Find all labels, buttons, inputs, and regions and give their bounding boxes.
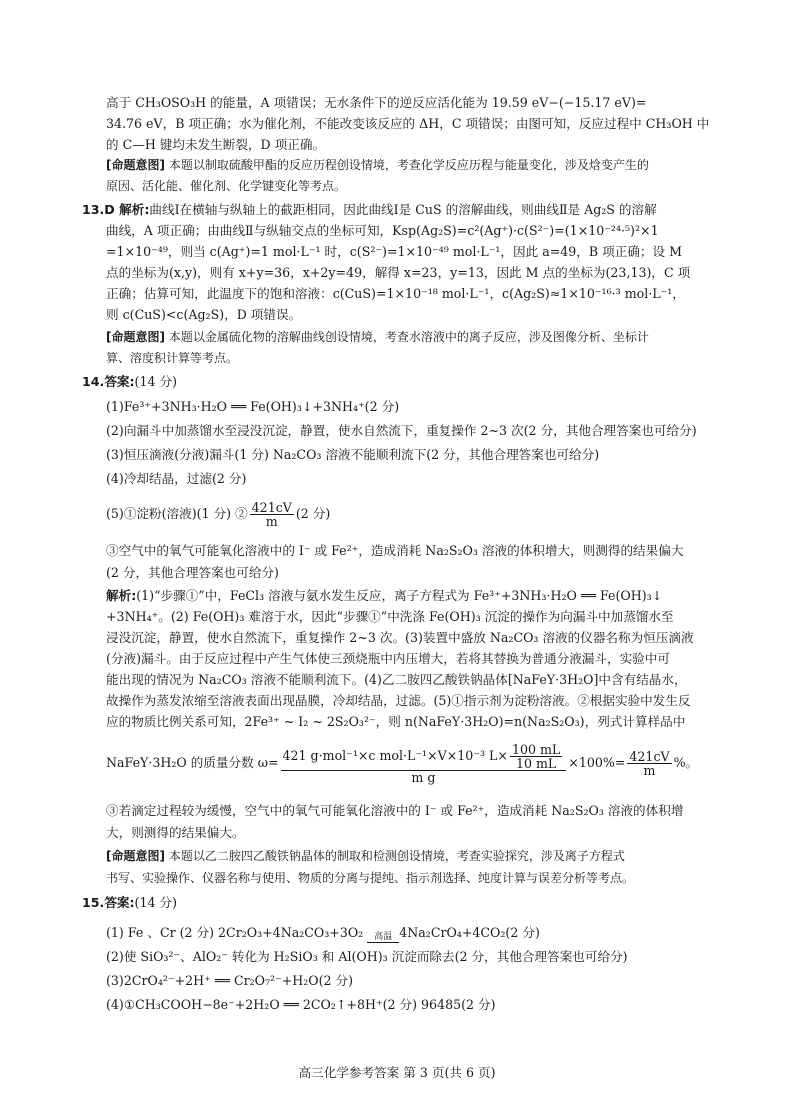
text-line: (1)Fe³⁺+3NH₃·H₂O ══ Fe(OH)₃↓+3NH₄⁺(2 分) <box>106 399 400 414</box>
reaction-condition: 高温 <box>367 932 399 943</box>
analysis-paragraph: 解析:(1)“步骤①”中，FeCl₃ 溶液与氨水发生反应，离子方程式为 Fe³⁺+3NH₃·H₂O ══ Fe(OH)₃↓ <box>106 588 663 603</box>
question-number: 14. <box>82 374 105 389</box>
text-line: (分液)漏斗。由于反应过程中产生气体使三颈烧瓶中内压增大，若将其替换为普通分液漏斗，实验中可 <box>106 651 670 666</box>
text-line: 大，则测得的结果偏大。 <box>106 825 245 840</box>
answer-label: 答案: <box>104 374 135 389</box>
text-line: 能出现的情况为 Na₂CO₃ 溶液不能顺利流下。(4)乙二胺四乙酸铁钠晶体[NaFeY·3H₂O]中含有结晶水， <box>106 672 687 687</box>
question-13-header: 13.D 解析:曲线Ⅰ在横轴与纵轴上的截距相同，因此曲线Ⅰ是 CuS 的溶解曲线，则曲线Ⅱ是 Ag₂S 的溶解 <box>82 202 657 217</box>
text-line: 则 c(CuS)<c(Ag₂S)，D 项错误。 <box>106 307 302 322</box>
text-line: 高于 CH₃OSO₃H 的能量，A 项错误；无水条件下的逆反应活化能为 19.59 eV−(−15.17 eV)= <box>106 95 647 110</box>
text-line: (2)使 SiO₃²⁻、AlO₂⁻ 转化为 H₂SiO₃ 和 Al(OH)₃ 沉淀而除去(2 分，其他合理答案也可给分) <box>106 949 628 964</box>
analysis-label: 解析: <box>119 202 150 217</box>
text-line: 应的物质比例关系可知，2Fe³⁺ ~ I₂ ~ 2S₂O₃²⁻，则 n(NaFeY·3H₂O)=n(Na₂S₂O₃)，列式计算样品中 <box>106 714 686 729</box>
text-line: (3)2CrO₄²⁻+2H⁺ ══ Cr₂O₇²⁻+H₂O(2 分) <box>106 973 354 988</box>
answer-label: 答案: <box>104 895 135 910</box>
text-line: 故操作为蒸发浓缩至溶液表面出现晶膜，冷却结晶，过滤。(5)①指示剂为淀粉溶液。②根据实验中发生反 <box>106 693 691 708</box>
fraction: $\frac{421cV}{m}$ <box>629 749 670 778</box>
text-line: (2 分，其他合理答案也可给分) <box>106 565 279 580</box>
text-line: 浸没沉淀，静置，使水自然流下，重复操作 2~3 次。(3)装置中盛放 Na₂CO₃ 溶液的仪器名称为恒压滴液 <box>106 630 694 645</box>
intent-paragraph: [命题意图] 本题以乙二胺四乙酸铁钠晶体的制取和检测创设情境，考查实验探究，涉及离子方程式 <box>106 849 625 863</box>
intent-label: [命题意图] <box>106 158 165 172</box>
text-line: 点的坐标为(x,y)，则有 x+y=36，x+2y=49，解得 x=23，y=13，因此 M 点的坐标为(23,13)，C 项 <box>106 265 691 280</box>
text-line: 算、溶度积计算等考点。 <box>106 351 239 365</box>
text-line: =1×10⁻⁴⁹，则当 c(Ag⁺)=1 mol·L⁻¹ 时，c(S²⁻)=1×10⁻⁴⁹ mol·L⁻¹，因此 a=49，B 项正确；设 M <box>106 244 683 259</box>
text-line: 书写、实验操作、仪器名称与使用、物质的分离与提纯、指示剂选择、纯度计算与误差分析等考点。 <box>106 871 635 885</box>
analysis-label: 解析: <box>106 588 137 603</box>
intent-paragraph: [命题意图] 本题以制取硫酸甲酯的反应历程创设情境，考查化学反应历程与能量变化，涉及焓变产生的 <box>106 158 649 172</box>
answer-1-line: (1) Fe 、Cr (2 分) 2Cr₂O₃+4Na₂CO₃+3O₂ 高温 4Na₂CrO₄+4CO₂(2 分) <box>106 925 540 942</box>
question-14-header: 14.答案:(14 分) <box>82 374 177 389</box>
fraction: $\frac{100 mL}{10 mL}$ <box>511 742 561 771</box>
question-15-header: 15.答案:(14 分) <box>82 895 177 910</box>
text-line: 的 C—H 键均未发生断裂，D 项正确。 <box>106 137 326 152</box>
question-number: 13.D <box>82 202 120 217</box>
mass-fraction-formula: NaFeY·3H₂O 的质量分数 ω= 421 g·mol⁻¹×c mol·L⁻¹×V×10⁻³ L× $\frac{100 mL}{10 mL}$ m g ×100%= $\frac{421cV}{m}$ %。 <box>106 742 699 785</box>
answer-5-line: (5)①淀粉(溶液)(1 分) ② $\frac{421cV}{m}$ (2 分) <box>106 500 331 529</box>
page-footer: 高三化学参考答案 第 3 页(共 6 页) <box>298 1065 496 1080</box>
fraction: $\frac{421cV}{m}$ <box>251 500 292 529</box>
text-line: (2)向漏斗中加蒸馏水至浸没沉淀，静置，使水自然流下，重复操作 2~3 次(2 分，其他合理答案也可给分) <box>106 423 697 438</box>
question-number: 15. <box>82 895 105 910</box>
text-line: +3NH₄⁺。(2) Fe(OH)₃ 难溶于水，因此“步骤①”中洗涤 Fe(OH)₃ 沉淀的操作为向漏斗中加蒸馏水至 <box>106 609 674 624</box>
text-line: 曲线，A 项正确；由曲线Ⅱ与纵轴交点的坐标可知，Ksp(Ag₂S)=c²(Ag⁺)·c(S²⁻)=(1×10⁻²⁴·⁵)²×1 <box>106 223 659 238</box>
text-line: ③若滴定过程较为缓慢，空气中的氧气可能氧化溶液中的 I⁻ 或 Fe²⁺，造成消耗 Na₂S₂O₃ 溶液的体积增 <box>106 803 684 818</box>
text-line: ③空气中的氧气可能氧化溶液中的 I⁻ 或 Fe²⁺，造成消耗 Na₂S₂O₃ 溶液的体积增大，则测得的结果偏大 <box>106 543 684 558</box>
intent-label: [命题意图] <box>106 849 165 863</box>
intent-label: [命题意图] <box>106 330 165 344</box>
text-line: 原因、活化能、催化剂、化学键变化等考点。 <box>106 179 347 193</box>
text-line: 正确；估算可知，此温度下的饱和溶液：c(CuS)=1×10⁻¹⁸ mol·L⁻¹，c(Ag₂S)≈1×10⁻¹⁶·³ mol·L⁻¹， <box>106 286 685 301</box>
intent-paragraph: [命题意图] 本题以金属硫化物的溶解曲线创设情境，考查水溶液中的离子反应，涉及图像分析、坐标计 <box>106 330 649 344</box>
text-line: (4)冷却结晶，过滤(2 分) <box>106 471 247 486</box>
text-line: (3)恒压滴液(分液)漏斗(1 分) Na₂CO₃ 溶液不能顺利流下(2 分，其他合理答案也可给分) <box>106 447 600 462</box>
fraction: 421 g·mol⁻¹×c mol·L⁻¹×V×10⁻³ L× $\frac{100 mL}{10 mL}$ m g <box>281 743 567 784</box>
text-line: (4)①CH₃COOH−8e⁻+2H₂O ══ 2CO₂↑+8H⁺(2 分) 96485(2 分) <box>106 997 496 1012</box>
text-line: 34.76 eV，B 项正确；水为催化剂，不能改变该反应的 ΔH，C 项错误；由图可知，反应过程中 CH₃OH 中 <box>106 116 710 131</box>
